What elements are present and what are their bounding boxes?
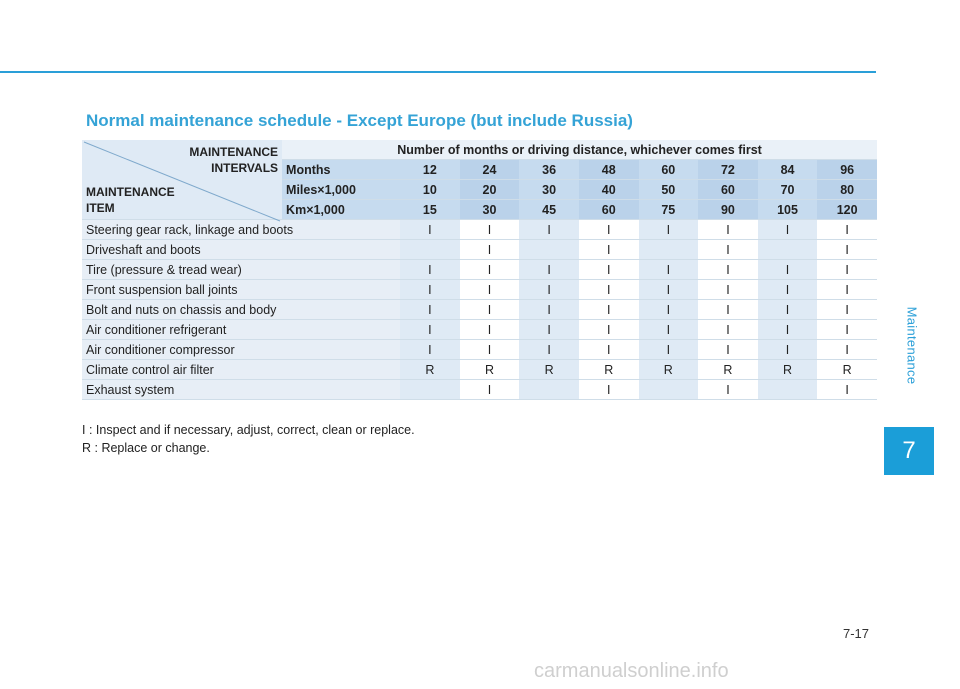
maintenance-item-name: Exhaust system (82, 380, 400, 400)
schedule-cell: I (817, 320, 877, 340)
schedule-cell: R (460, 360, 520, 380)
schedule-cell: R (400, 360, 460, 380)
interval-value: 36 (519, 160, 579, 180)
schedule-cell: I (639, 220, 699, 240)
maintenance-item-name: Air conditioner refrigerant (82, 320, 400, 340)
schedule-cell: I (460, 220, 520, 240)
interval-row-label: Km×1,000 (282, 200, 400, 220)
schedule-cell: I (758, 340, 818, 360)
schedule-cell: I (400, 260, 460, 280)
schedule-cell: I (698, 340, 758, 360)
schedule-cell: I (400, 300, 460, 320)
table-row (82, 340, 877, 360)
page-number: 7-17 (843, 626, 870, 641)
interval-value: 48 (579, 160, 639, 180)
schedule-cell: I (400, 220, 460, 240)
schedule-cell: I (698, 280, 758, 300)
schedule-cell: I (460, 300, 520, 320)
schedule-cell: I (639, 340, 699, 360)
schedule-cell: I (698, 240, 758, 260)
schedule-cell: I (460, 340, 520, 360)
maintenance-item-name: Front suspension ball joints (82, 280, 400, 300)
table-row (82, 360, 877, 380)
schedule-cell (758, 380, 818, 400)
schedule-cell: I (579, 240, 639, 260)
intervals-label-line1: MAINTENANCE (189, 145, 279, 159)
table-row (82, 380, 877, 400)
interval-value: 60 (698, 180, 758, 200)
interval-value: 105 (758, 200, 818, 220)
maintenance-item-name: Driveshaft and boots (82, 240, 400, 260)
schedule-cell: I (817, 380, 877, 400)
maintenance-item-name: Air conditioner compressor (82, 340, 400, 360)
chapter-side-label-text: Maintenance (904, 306, 920, 384)
schedule-cell: R (519, 360, 579, 380)
interval-value: 96 (817, 160, 877, 180)
interval-value: 10 (400, 180, 460, 200)
intervals-label (189, 144, 278, 176)
schedule-cell: I (460, 280, 520, 300)
schedule-cell (519, 380, 579, 400)
interval-value: 120 (817, 200, 877, 220)
interval-value: 60 (639, 160, 699, 180)
schedule-cell: I (639, 320, 699, 340)
schedule-cell: I (817, 280, 877, 300)
top-rule (0, 71, 876, 73)
table-row (82, 240, 877, 260)
interval-row-label: Miles×1,000 (282, 180, 400, 200)
schedule-cell: R (698, 360, 758, 380)
schedule-cell: I (698, 220, 758, 240)
schedule-cell: I (698, 260, 758, 280)
chapter-tab[interactable]: 7 (884, 427, 934, 475)
schedule-cell: I (519, 280, 579, 300)
schedule-cell: I (460, 320, 520, 340)
schedule-cell: I (579, 380, 639, 400)
schedule-cell: I (579, 260, 639, 280)
interval-value: 24 (460, 160, 520, 180)
maintenance-schedule-table (82, 140, 877, 400)
schedule-cell: I (639, 260, 699, 280)
schedule-cell: I (758, 280, 818, 300)
interval-value: 12 (400, 160, 460, 180)
table-row (82, 260, 877, 280)
interval-value: 50 (639, 180, 699, 200)
corner-header (82, 140, 282, 220)
schedule-cell: I (817, 260, 877, 280)
schedule-cell: I (579, 280, 639, 300)
interval-value: 40 (579, 180, 639, 200)
item-label-line1: MAINTENANCE (86, 185, 175, 199)
maintenance-item-name: Bolt and nuts on chassis and body (82, 300, 400, 320)
schedule-cell: I (519, 320, 579, 340)
schedule-cell: I (698, 380, 758, 400)
schedule-cell: I (758, 220, 818, 240)
schedule-cell (758, 240, 818, 260)
intervals-label-line2: INTERVALS (211, 161, 279, 175)
maintenance-item-name: Tire (pressure & tread wear) (82, 260, 400, 280)
schedule-cell: I (400, 320, 460, 340)
interval-value: 80 (817, 180, 877, 200)
maintenance-item-name: Steering gear rack, linkage and boots (82, 220, 400, 240)
schedule-cell: R (817, 360, 877, 380)
schedule-cell: I (817, 340, 877, 360)
schedule-cell: I (460, 260, 520, 280)
interval-row-label: Months (282, 160, 400, 180)
item-label (86, 184, 175, 216)
schedule-cell: I (579, 300, 639, 320)
interval-value: 45 (519, 200, 579, 220)
table-row (82, 280, 877, 300)
legend-replace: R : Replace or change. (82, 441, 210, 455)
schedule-cell: I (400, 340, 460, 360)
interval-value: 72 (698, 160, 758, 180)
schedule-cell: I (579, 340, 639, 360)
watermark: carmanualsonline.info (534, 660, 729, 682)
schedule-cell: I (698, 300, 758, 320)
interval-value: 70 (758, 180, 818, 200)
schedule-cell (400, 240, 460, 260)
schedule-cell: R (758, 360, 818, 380)
item-label-line2: ITEM (86, 201, 115, 215)
schedule-cell: I (758, 320, 818, 340)
schedule-cell: I (758, 300, 818, 320)
interval-value: 90 (698, 200, 758, 220)
schedule-cell (639, 240, 699, 260)
schedule-cell (519, 240, 579, 260)
interval-value: 60 (579, 200, 639, 220)
interval-value: 30 (519, 180, 579, 200)
interval-value: 15 (400, 200, 460, 220)
interval-value: 75 (639, 200, 699, 220)
schedule-cell: I (758, 260, 818, 280)
schedule-cell: I (579, 320, 639, 340)
schedule-cell (400, 380, 460, 400)
schedule-cell: R (579, 360, 639, 380)
page-title: Normal maintenance schedule - Except Europe (but include Russia) (86, 111, 633, 130)
interval-value: 30 (460, 200, 520, 220)
chapter-side-label (892, 270, 932, 420)
maintenance-item-name: Climate control air filter (82, 360, 400, 380)
interval-value: 20 (460, 180, 520, 200)
span-title: Number of months or driving distance, whichever comes first (282, 140, 877, 160)
table-row (82, 300, 877, 320)
schedule-cell: I (519, 220, 579, 240)
table-row (82, 320, 877, 340)
schedule-cell: R (639, 360, 699, 380)
schedule-cell: I (817, 300, 877, 320)
schedule-cell: I (519, 260, 579, 280)
schedule-cell: I (460, 240, 520, 260)
schedule-cell: I (639, 300, 699, 320)
schedule-cell: I (817, 240, 877, 260)
schedule-cell: I (519, 300, 579, 320)
schedule-cell: I (460, 380, 520, 400)
schedule-cell: I (519, 340, 579, 360)
schedule-cell: I (817, 220, 877, 240)
schedule-cell (639, 380, 699, 400)
header-row-span (82, 140, 877, 160)
schedule-cell: I (400, 280, 460, 300)
interval-value: 84 (758, 160, 818, 180)
schedule-cell: I (698, 320, 758, 340)
legend (82, 421, 415, 457)
schedule-cell: I (579, 220, 639, 240)
legend-inspect: I : Inspect and if necessary, adjust, correct, clean or replace. (82, 423, 415, 437)
schedule-cell: I (639, 280, 699, 300)
